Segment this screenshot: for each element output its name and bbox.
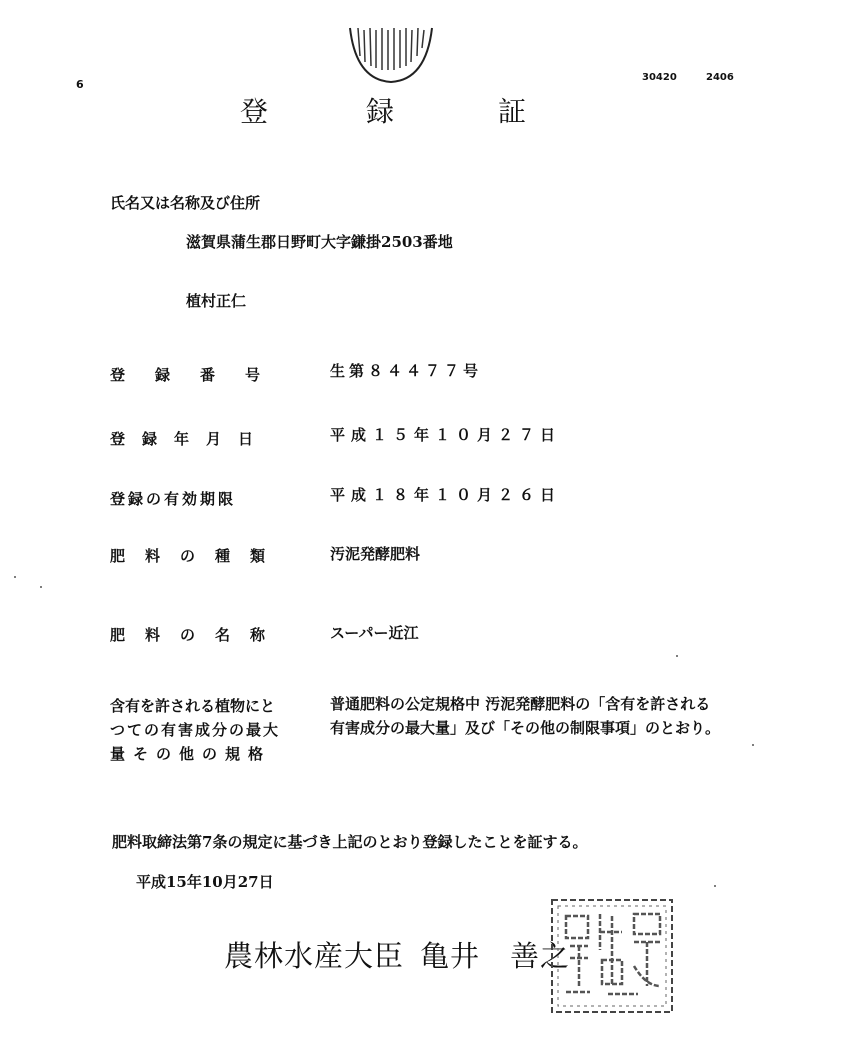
document-code: 30420 xyxy=(642,72,677,83)
reg-number-value: 生第８４４７７号 xyxy=(330,362,483,380)
scan-speck xyxy=(714,885,716,887)
expiry-label: 登録の有効期限 xyxy=(110,490,237,508)
registrant-label: 氏名又は名称及び住所 xyxy=(110,194,261,212)
page-number: 6 xyxy=(76,78,84,91)
title-char-3: 証 xyxy=(498,95,527,128)
harmful-components-value-line2: 有害成分の最大量」及び「その他の制限事項」のとおり。 xyxy=(330,719,721,737)
scan-speck xyxy=(676,655,678,657)
title-char-2: 録 xyxy=(366,95,395,128)
harmful-components-label-line3: 量その他の規格 xyxy=(110,745,272,763)
title-char-1: 登 xyxy=(240,95,269,128)
scan-speck xyxy=(40,586,42,588)
reg-date-label: 登録年月日 xyxy=(110,430,271,448)
minister-title: 農林水産大臣 xyxy=(224,939,405,973)
document-subcode: 2406 xyxy=(706,72,734,83)
certification-statement: 肥料取締法第7条の規定に基づき上記のとおり登録したことを証する。 xyxy=(112,833,588,851)
minister-name: 亀井 善之 xyxy=(420,939,571,973)
registrant-name: 植村正仁 xyxy=(186,292,247,310)
registrant-address: 滋賀県蒲生郡日野町大字鎌掛2503番地 xyxy=(186,233,453,251)
fertilizer-type-value: 汚泥発酵肥料 xyxy=(330,545,421,563)
reg-date-value: 平成１５年１０月２７日 xyxy=(330,426,562,444)
harmful-components-value-line1: 普通肥料の公定規格中 汚泥発酵肥料の「含有を許される xyxy=(330,695,711,713)
harmful-components-label-line1: 含有を許される植物にと xyxy=(110,697,276,715)
scan-speck xyxy=(14,576,16,578)
seal-stamp-top-icon xyxy=(346,22,436,86)
issue-date: 平成15年10月27日 xyxy=(136,873,274,891)
official-seal-icon xyxy=(548,896,676,1016)
fertilizer-type-label: 肥料の種類 xyxy=(110,547,286,565)
fertilizer-name-value: スーパー近江 xyxy=(330,624,419,642)
expiry-value: 平成１８年１０月２６日 xyxy=(330,486,562,504)
reg-number-label: 登録番号 xyxy=(110,366,291,384)
scan-speck xyxy=(752,744,754,746)
fertilizer-name-label: 肥料の名称 xyxy=(110,626,286,644)
harmful-components-label-line2: つての有害成分の最大 xyxy=(110,721,281,739)
